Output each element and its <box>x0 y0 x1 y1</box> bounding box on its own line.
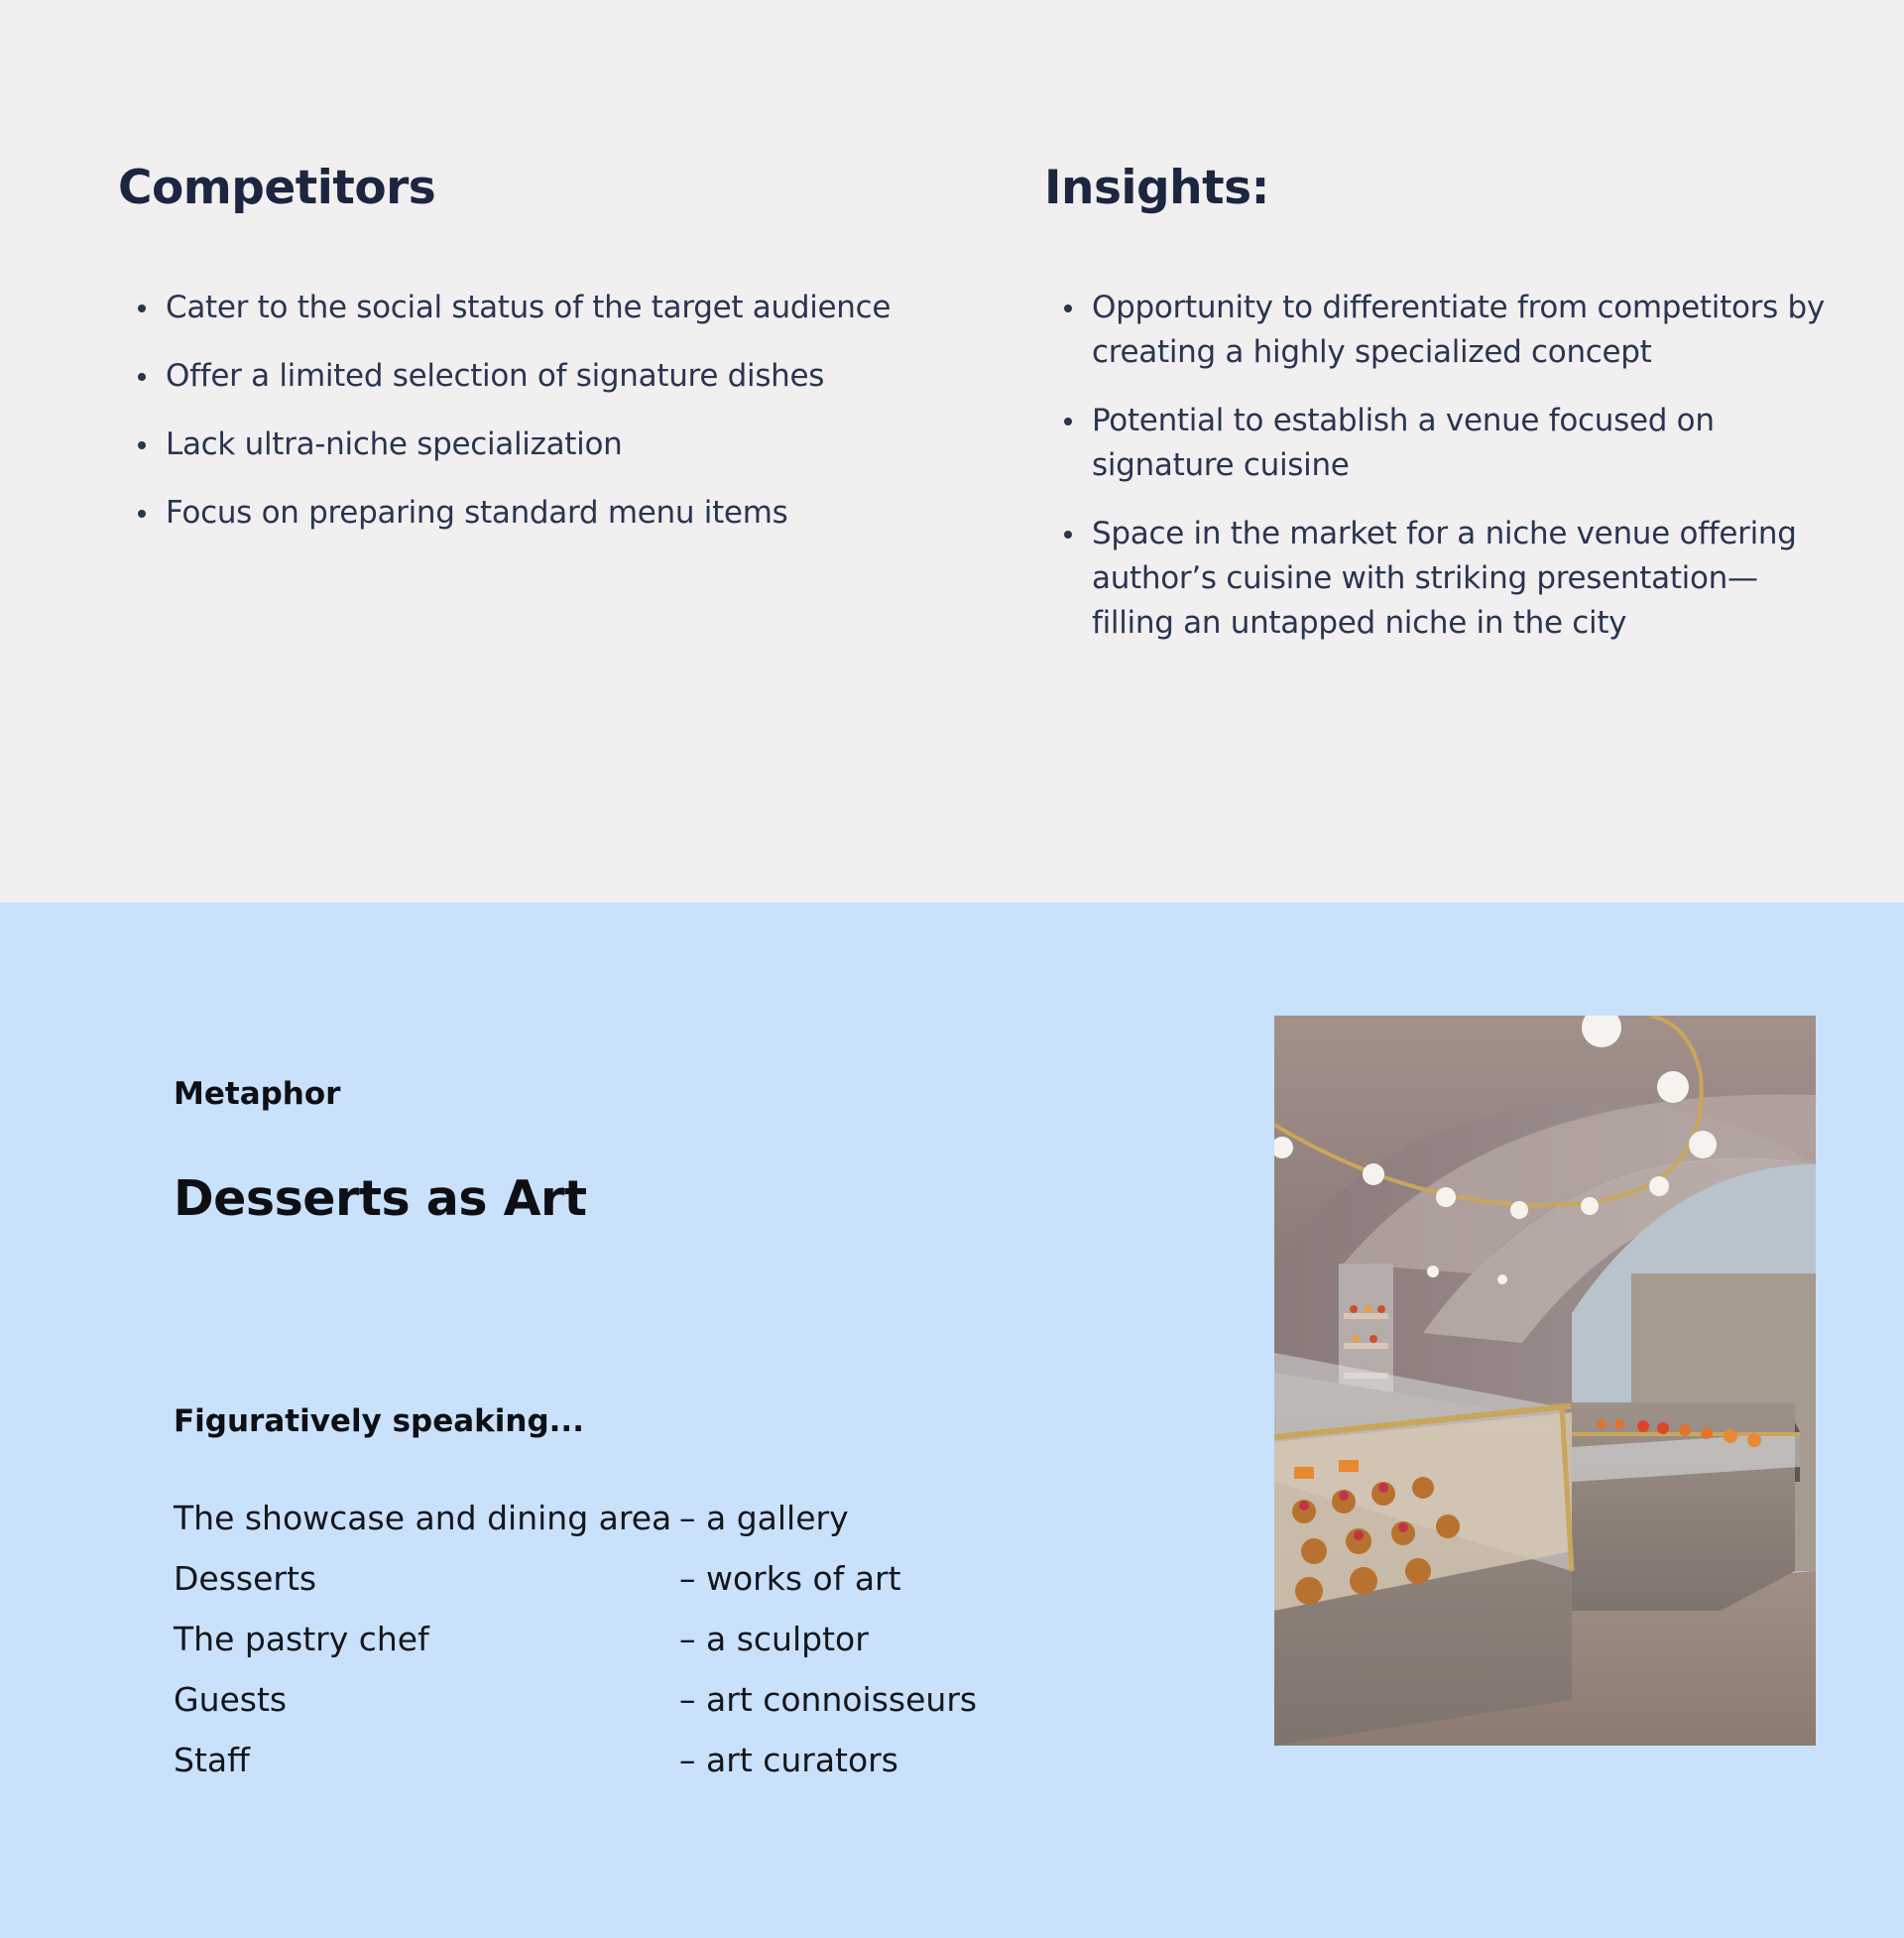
list-item: Potential to establish a venue focused on signature cuisine <box>1044 399 1828 488</box>
metaphor-pair <box>174 1730 987 1790</box>
metaphor-pair <box>174 1669 987 1730</box>
list-item: Lack ultra-niche specialization <box>118 423 971 467</box>
list-item: Cater to the social status of the target audience <box>118 286 971 330</box>
competitors-insights-section <box>0 0 1904 903</box>
pastry-shop-illustration <box>1274 1016 1816 1746</box>
pair-metaphor: – a sculptor <box>679 1620 869 1658</box>
metaphor-pairs <box>174 1488 987 1790</box>
pair-metaphor: – art connoisseurs <box>679 1680 978 1719</box>
pair-subject: Staff <box>174 1741 250 1779</box>
list-item: Space in the market for a niche venue offering author’s cuisine with striking presentation—filling an untapped niche in the city <box>1044 512 1828 646</box>
insights-list <box>1044 286 1828 646</box>
list-item: Opportunity to differentiate from competitors by creating a highly specialized concept <box>1044 286 1828 375</box>
metaphor-pair <box>174 1488 987 1548</box>
pair-subject: Guests <box>174 1680 288 1719</box>
pair-subject: The showcase and dining area <box>174 1499 672 1537</box>
metaphor-title: Desserts as Art <box>174 1170 587 1227</box>
metaphor-pair <box>174 1609 987 1669</box>
pair-metaphor: – a gallery <box>679 1499 849 1537</box>
metaphor-section <box>0 903 1904 1938</box>
insights-heading: Insights: <box>1044 161 1269 215</box>
list-item: Offer a limited selection of signature dishes <box>118 354 971 399</box>
list-item: Focus on preparing standard menu items <box>118 491 971 536</box>
metaphor-pair <box>174 1548 987 1609</box>
pair-metaphor: – works of art <box>679 1559 901 1598</box>
metaphor-label: Metaphor <box>174 1076 341 1112</box>
pair-subject: Desserts <box>174 1559 317 1598</box>
pair-subject: The pastry chef <box>174 1620 429 1658</box>
insights-column <box>1044 159 1828 669</box>
figurative-heading: Figuratively speaking... <box>174 1403 584 1439</box>
competitors-heading: Competitors <box>118 161 436 215</box>
competitors-list <box>118 286 971 536</box>
competitors-column <box>118 159 971 559</box>
pastry-shop-photo <box>1274 1016 1816 1746</box>
pair-metaphor: – art curators <box>679 1741 898 1779</box>
